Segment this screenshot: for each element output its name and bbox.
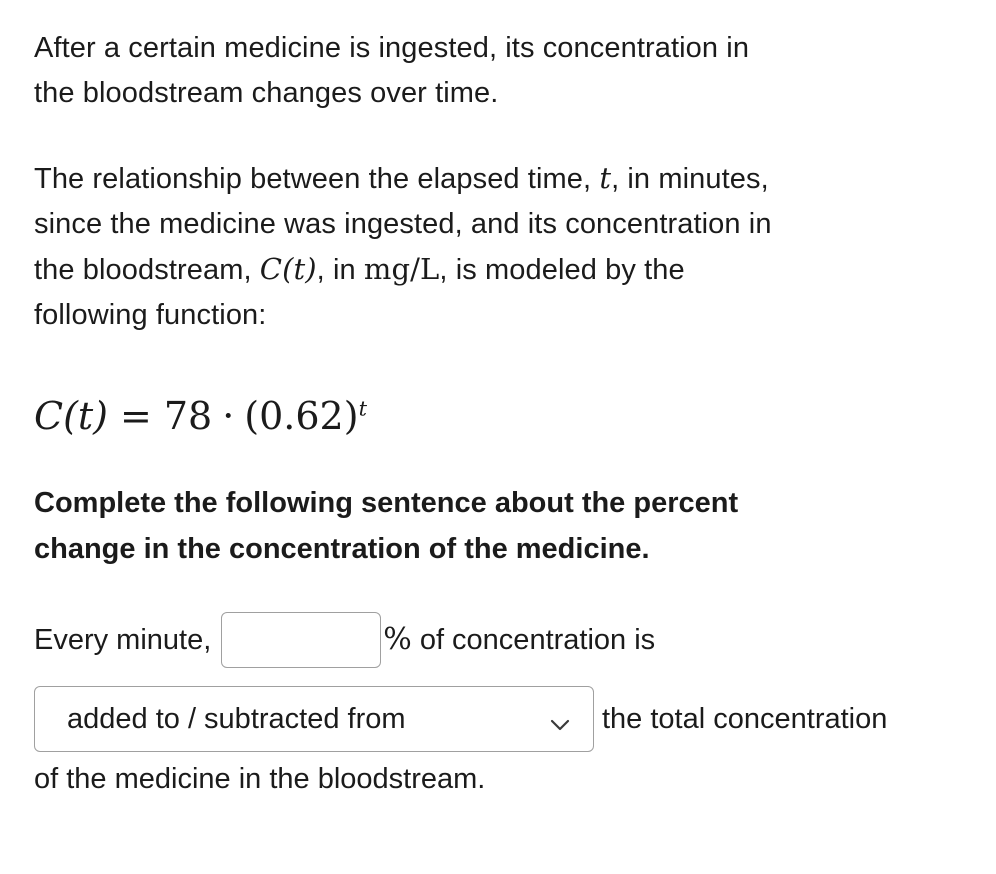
variable-t: t — [599, 161, 612, 195]
answer-line-3 — [34, 756, 980, 802]
answer-line-1 — [34, 612, 980, 668]
answer-sentence — [34, 612, 980, 802]
relationship-paragraph — [34, 156, 980, 338]
answer-final-line: of the medicine in the bloodstream. — [34, 763, 486, 795]
formula-equals: = — [120, 394, 152, 438]
relationship-text-d: , in — [316, 254, 364, 286]
operation-dropdown[interactable] — [34, 686, 594, 752]
formula-dot: · — [222, 394, 235, 438]
instruction-line-1: Complete the following sentence about the percent — [34, 487, 739, 519]
answer-trailing-text: the total concentration — [602, 703, 888, 735]
answer-line-2 — [34, 686, 980, 752]
intro-paragraph — [34, 26, 980, 116]
formula-base: (0.62) — [244, 394, 359, 438]
answer-lead-text: Every minute, — [34, 624, 212, 656]
answer-mid-text: of concentration is — [419, 624, 656, 656]
relationship-line-4: following function: — [34, 299, 267, 331]
percent-symbol: % — [383, 622, 412, 657]
relationship-text-b: , in minutes, — [611, 163, 769, 195]
relationship-text-c: the bloodstream, — [34, 254, 260, 286]
function-ct: C(t) — [259, 252, 317, 286]
percent-input[interactable] — [221, 612, 381, 668]
formula-function-name: C(t) — [34, 394, 108, 438]
operation-dropdown-label: added to / subtracted from — [67, 703, 406, 735]
intro-line-1: After a certain medicine is ingested, its concentration in — [34, 32, 750, 64]
instruction-prompt — [34, 480, 964, 572]
chevron-down-icon — [547, 706, 573, 732]
relationship-line-2: since the medicine was ingested, and its concentration in — [34, 208, 772, 240]
formula-exponent: t — [358, 396, 367, 421]
units-mg-per-l: mg/L — [363, 252, 440, 286]
intro-line-2: the bloodstream changes over time. — [34, 77, 499, 109]
formula-coefficient: 78 — [163, 394, 213, 438]
relationship-text-e: , is modeled by the — [439, 254, 685, 286]
instruction-line-2: change in the concentration of the medicine. — [34, 533, 650, 565]
relationship-text-a: The relationship between the elapsed time, — [34, 163, 600, 195]
formula-display — [34, 394, 980, 438]
